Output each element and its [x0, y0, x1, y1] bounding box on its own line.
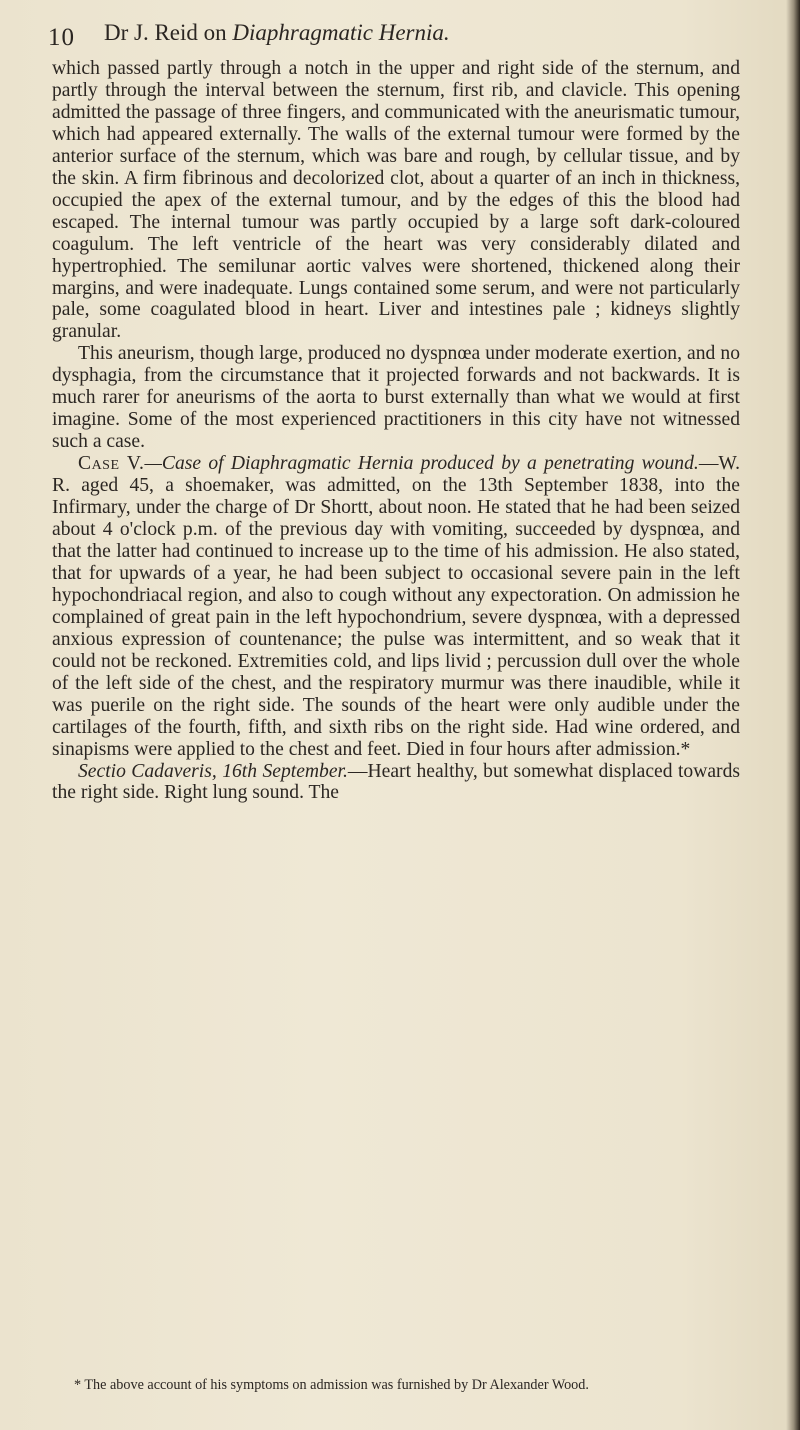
case-text: —W. R. aged 45, a shoemaker, was admitted, on the 13th September 1838, into the Infirmary, under the charge of Dr Shortt, about noon. He stated that he had been seized about 4 o'clock p.m. of the previous day with vomiting, succeeded by dyspnœa, and that the latter had continued to increase up to the time of his admission. He also stated, that for upwards of a year, he had been subject to occasional severe pain in the left hypochondriacal region, and also to cough without any expectoration. On admission he complained of great pain in the left hypochondrium, severe dyspnœa, with a depressed anxious expression of countenance; the pulse was intermittent, and so weak that it could not be reckoned. Extremities cold, and lips livid ; percussion dull over the whole of the left side of the chest, and the respiratory murmur was there inaudible, while it was puerile on the right side. The sounds of the heart were only audible under the cartilages of the fourth, fifth, and sixth ribs on the right side. Had wine ordered, and sinapisms were applied to the chest and feet. Died in four hours after admission.* — [52, 453, 740, 760]
running-title-author: Dr J. Reid on — [104, 20, 227, 45]
footnote — [52, 1377, 740, 1394]
paragraph-continuation: which passed partly through a notch in the upper and right side of the sternum, and partly through the interval between the sternum, first rib, and clavicle. This opening admitted the passage of three fingers, and communicated with the aneurismatic tumour, which had appeared externally. The walls of the external tumour were formed by the anterior surface of the sternum, which was bare and rough, by cellular tissue, and by the skin. A firm fibrinous and decolorized clot, about a quarter of an inch in thickness, occupied the apex of the external tumour, and by the edges of this the blood had escaped. The internal tumour was partly occupied by a large soft dark-coloured coagulum. The left ventricle of the heart was very considerably dilated and hypertrophied. The semilunar aortic valves were shortened, thickened along their margins, and were inadequate. Lungs contained some serum, and were not particularly pale, some coagulated blood in heart. Liver and intestines pale ; kidneys slightly granular. — [52, 58, 740, 343]
sectio-text: —Heart healthy, but somewhat displaced towards the right side. Right lung sound. The — [52, 760, 741, 804]
paragraph-aneurism-remarks: This aneurism, though large, produced no dyspnœa under moderate exertion, and no dysphagia, from the circumstance that it projected forwards and not backwards. It is much rarer for aneurisms of the aorta to burst externally than what we would at first imagine. Some of the most experienced practitioners in this city have not witnessed such a case. — [52, 343, 740, 453]
running-title-subject: Diaphragmatic Hernia. — [232, 20, 450, 45]
page-number: 10 — [48, 24, 75, 51]
sectio-heading: Sectio Cadaveris, 16th September. — [78, 760, 348, 782]
running-title — [104, 20, 450, 46]
case-title: —Case of Diaphragmatic Hernia produced by a penetrating wound. — [144, 453, 699, 475]
running-head — [48, 20, 748, 60]
binding-edge-shadow — [786, 0, 800, 1430]
case-label: Case V. — [78, 453, 145, 475]
paragraph-sectio-cadaveris — [52, 761, 740, 805]
footnote-text: * The above account of his symptoms on admission was furnished by Dr Alexander Wood. — [74, 1377, 589, 1393]
paragraph-case-five — [52, 453, 740, 760]
body-text — [52, 58, 740, 804]
